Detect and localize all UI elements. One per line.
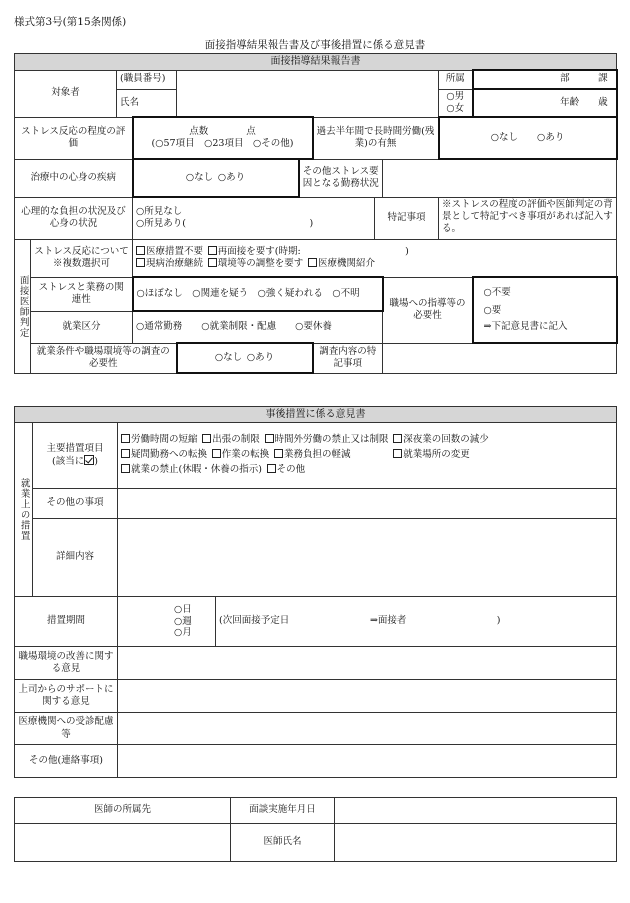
env-label: 職場環境の改善に関する意見 xyxy=(15,647,118,680)
checkbox-icon[interactable] xyxy=(265,434,274,443)
female-option[interactable]: ○女 xyxy=(446,102,465,114)
age-unit: 歳 xyxy=(598,96,608,108)
guidance-options[interactable] xyxy=(473,277,617,343)
support-label: 上司からのサポートに関する意見 xyxy=(15,680,118,713)
score-label: 点数 xyxy=(189,125,209,137)
staff-no-label: (職員番号) xyxy=(117,70,177,89)
checkbox-icon[interactable] xyxy=(308,258,317,267)
measure-shorten-hours[interactable]: 労働時間の短縮 xyxy=(131,434,198,446)
resp-option-reinterview[interactable]: 再面接を要す(時期: ) xyxy=(217,245,409,257)
period-options[interactable] xyxy=(118,597,216,647)
stress-response-options[interactable] xyxy=(133,239,617,277)
checkbox-icon[interactable] xyxy=(393,434,402,443)
stress-response-label: ストレス反応について xyxy=(34,245,129,257)
checkbox-icon[interactable] xyxy=(208,258,217,267)
report-table xyxy=(14,53,618,374)
work-class-options[interactable]: ○通常勤務 ○就業制限・配慮 ○要休養 xyxy=(133,311,383,343)
period-label: 措置期間 xyxy=(15,597,118,647)
score-field[interactable] xyxy=(133,117,313,159)
resp-option-continue[interactable]: 現病治療継続 xyxy=(146,257,204,269)
guidance-no[interactable]: ○不要 xyxy=(483,286,511,298)
guidance-note: ⇒下記意見書に記入 xyxy=(483,321,568,333)
checkbox-icon[interactable] xyxy=(121,434,130,443)
measure-reduce-load[interactable]: 業務負担の軽減 xyxy=(284,449,351,461)
illness-yes[interactable]: ○あり xyxy=(217,172,246,184)
support-field[interactable] xyxy=(118,680,617,713)
relation-options[interactable]: ○ほぼなし ○関連を疑う ○強く疑われる ○不明 xyxy=(133,277,383,311)
medical-label: 医療機関への受診配慮等 xyxy=(15,713,118,745)
score-options[interactable]: (○57項目 ○23項目 ○その他) xyxy=(151,138,294,150)
checkmark-icon xyxy=(84,455,94,465)
resp-option-no-treatment[interactable]: 医療措置不要 xyxy=(146,245,204,257)
checkbox-icon[interactable] xyxy=(136,258,145,267)
main-items-sub: (該当に xyxy=(52,456,85,467)
overtime-none[interactable]: ○なし xyxy=(490,132,519,144)
measure-reduce-night[interactable]: 深夜業の回数の減少 xyxy=(403,434,489,446)
no-finding-option[interactable]: ○所見なし xyxy=(136,206,183,218)
finding-option[interactable]: ○所見あり( ) xyxy=(136,218,314,230)
checkbox-icon[interactable] xyxy=(212,449,221,458)
survey-options[interactable] xyxy=(177,343,313,373)
report-header: 面接指導結果報告書 xyxy=(15,54,617,71)
checkbox-icon[interactable] xyxy=(267,464,276,473)
other-label: その他(連絡事項) xyxy=(15,745,118,778)
other-stress-field[interactable] xyxy=(383,159,617,197)
guidance-yes[interactable]: ○要 xyxy=(483,305,502,317)
details-field[interactable] xyxy=(118,519,617,597)
checkbox-icon[interactable] xyxy=(121,464,130,473)
judgment-label: 面接医師判定 xyxy=(15,239,31,373)
main-items-cell: 主要措置項目 (該当に ) xyxy=(33,423,118,489)
document-title: 面接指導結果報告書及び事後措置に係る意見書 xyxy=(204,39,426,51)
multi-select-note: ※複数選択可 xyxy=(52,258,110,270)
mental-label: 心理的な負担の状況及び心身の状況 xyxy=(15,197,133,239)
special-label: 特記事項 xyxy=(375,197,439,239)
survey-detail-label: 調査内容の特記事項 xyxy=(313,343,383,373)
guidance-label: 職場への指導等の必要性 xyxy=(383,277,473,343)
stress-eval-label: ストレス反応の程度の評価 xyxy=(15,117,133,159)
resp-option-referral[interactable]: 医療機関紹介 xyxy=(318,257,376,269)
dept-unit: 部 xyxy=(560,73,570,85)
opinion-table xyxy=(14,406,617,778)
measure-limit-overtime[interactable]: 時間外労働の禁止又は制限 xyxy=(274,434,389,446)
survey-label: 就業条件や職場環境等の調査の必要性 xyxy=(31,343,177,373)
details-label: 詳細内容 xyxy=(33,519,118,597)
main-items-label: 主要措置項目 xyxy=(46,442,104,454)
other-field[interactable] xyxy=(118,745,617,778)
illness-options[interactable] xyxy=(133,159,299,197)
doctor-label: 医師氏名 xyxy=(231,824,335,862)
work-class-label: 就業区分 xyxy=(31,311,133,343)
overtime-label: 過去半年間で長時間労働(残業)の有無 xyxy=(313,117,439,159)
checkbox-icon[interactable] xyxy=(393,449,402,458)
date-field[interactable] xyxy=(335,798,617,824)
measure-limit-travel[interactable]: 出張の制限 xyxy=(212,434,260,446)
other-items-label: その他の事項 xyxy=(33,489,118,519)
checkbox-icon[interactable] xyxy=(208,246,217,255)
doctor-table xyxy=(14,797,617,862)
survey-detail-field[interactable] xyxy=(383,343,617,373)
medical-field[interactable] xyxy=(118,713,617,745)
interviewer-label: ⇒面接者 xyxy=(369,615,407,627)
subject-label: 対象者 xyxy=(15,70,117,117)
measure-task-change[interactable]: 作業の転換 xyxy=(221,449,270,461)
section-unit: 課 xyxy=(598,73,608,85)
measures-options[interactable] xyxy=(118,423,617,489)
other-stress-label: その他ストレス要因となる勤務状況 xyxy=(299,159,383,197)
doctor-field[interactable] xyxy=(335,824,617,862)
gender-field[interactable] xyxy=(439,89,473,117)
overtime-options[interactable] xyxy=(439,117,617,159)
env-field[interactable] xyxy=(118,647,617,680)
checkbox-icon[interactable] xyxy=(202,434,211,443)
survey-none[interactable]: ○なし xyxy=(214,352,243,364)
next-interview-label: (次回面接予定日 xyxy=(219,615,290,627)
resp-option-adjust[interactable]: 環境等の調整を要す xyxy=(217,257,304,269)
form-number: 様式第3号(第15条関係) xyxy=(14,16,127,28)
period-day[interactable]: ○日 xyxy=(174,603,192,615)
overtime-yes[interactable]: ○あり xyxy=(537,132,565,144)
measure-change-location[interactable]: 就業場所の変更 xyxy=(403,449,470,461)
measure-prohibit-work[interactable]: 就業の禁止(休暇・休養の指示) xyxy=(131,463,262,475)
work-measures-label: 就業上の措置 xyxy=(15,423,33,597)
male-option[interactable]: ○男 xyxy=(446,90,465,102)
affiliation-label: 医師の所属先 xyxy=(15,798,231,824)
period-month[interactable]: ○月 xyxy=(174,627,192,639)
measure-other[interactable]: その他 xyxy=(276,463,306,475)
affiliation-field[interactable] xyxy=(15,824,231,862)
dept-label: 所属 xyxy=(439,70,473,89)
next-interview-field[interactable] xyxy=(216,597,617,647)
age-field[interactable] xyxy=(473,89,617,117)
special-note: ※ストレスの程度の評価や医師判定の背景として特記すべき事項があれば記入する。 xyxy=(439,197,617,239)
checkbox-icon[interactable] xyxy=(121,449,130,458)
age-label: 年齢 xyxy=(560,96,580,108)
relation-label: ストレスと業務の関連性 xyxy=(31,277,133,311)
date-label: 面談実施年月日 xyxy=(231,798,335,824)
illness-label: 治療中の心身の疾病 xyxy=(15,159,133,197)
mental-options[interactable] xyxy=(133,197,375,239)
dept-field[interactable] xyxy=(473,70,617,89)
close-paren: ) xyxy=(496,615,501,627)
survey-yes[interactable]: ○あり xyxy=(246,352,275,364)
period-week[interactable]: ○週 xyxy=(174,615,192,627)
checkbox-icon[interactable] xyxy=(136,246,145,255)
illness-none[interactable]: ○なし xyxy=(185,172,214,184)
opinion-header: 事後措置に係る意見書 xyxy=(15,407,617,423)
score-unit: 点 xyxy=(246,125,256,137)
name-label: 氏名 xyxy=(117,89,177,117)
measure-shift-change[interactable]: 疑問勤務への転換 xyxy=(131,449,208,461)
other-items-field[interactable] xyxy=(118,489,617,519)
checkbox-icon[interactable] xyxy=(274,449,283,458)
name-field[interactable] xyxy=(177,70,439,117)
